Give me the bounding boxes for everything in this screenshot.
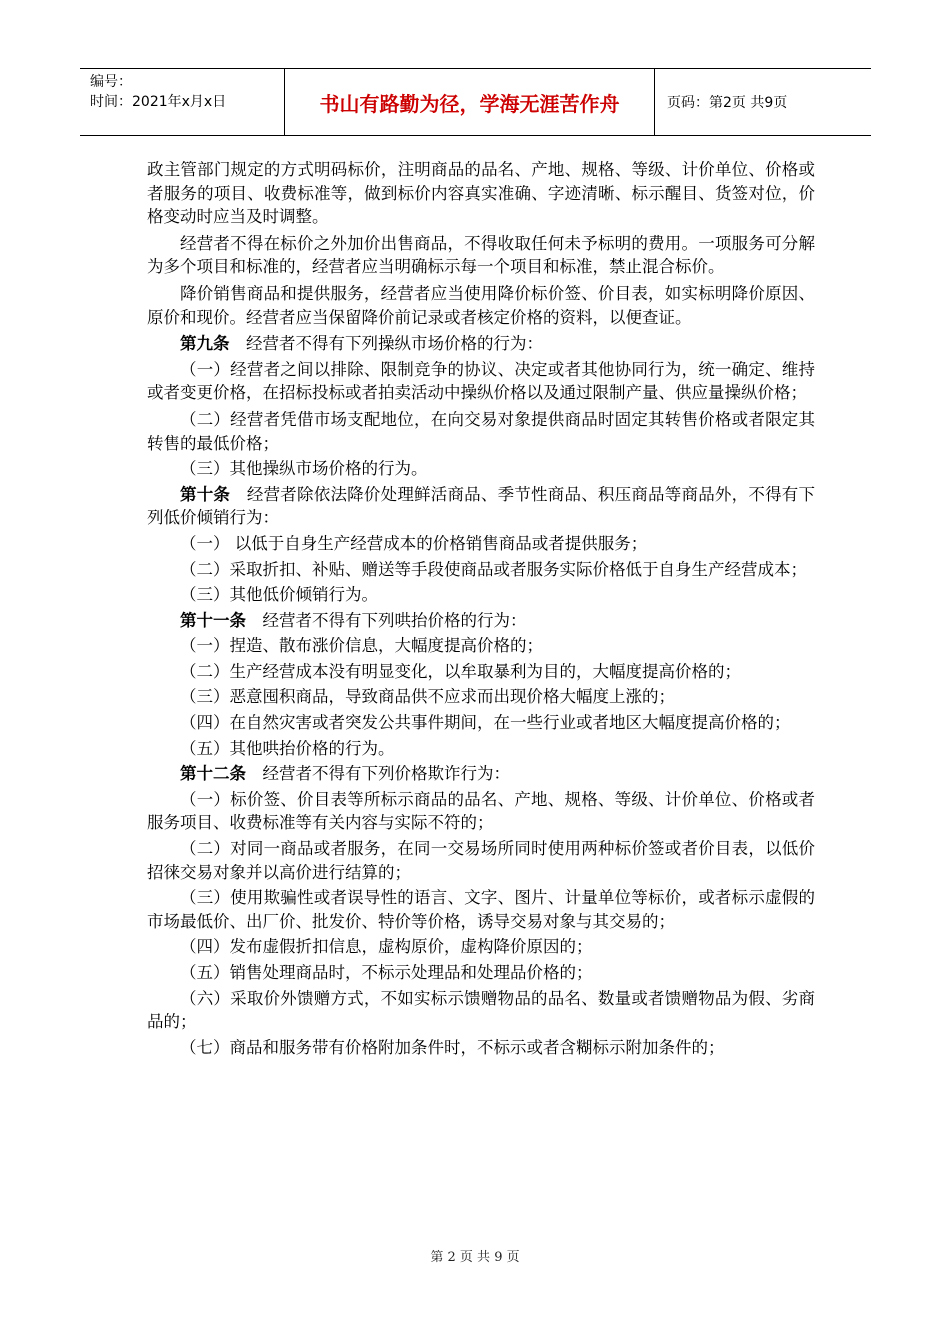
list-item: （二）生产经营成本没有明显变化，以牟取暴利为目的，大幅度提高价格的； <box>180 661 741 681</box>
list-item: （一） 以低于自身生产经营成本的价格销售商品或者提供服务； <box>180 533 648 553</box>
article-text: 经营者除依法降价处理鲜活商品、季节性商品、积压商品等商品外，不得有下列低价倾销行为： <box>147 484 816 528</box>
list-item: （六）采取价外馈赠方式，不如实标示馈赠物品的品名、数量或者馈赠物品为假、劣商品的； <box>147 988 815 1032</box>
paragraph: 政主管部门规定的方式明码标价，注明商品的品名、产地、规格、等级、计价单位、价格或者服务的项目、收费标准等，做到标价内容真实准确、字迹清晰、标示醒目、货签对位，价格变动时应当及时调整。 <box>147 160 815 227</box>
document-date-label: 时间：2021年x月x日 <box>90 94 227 110</box>
list-item: （七）商品和服务带有价格附加条件时，不标示或者含糊标示附加条件的； <box>180 1037 725 1057</box>
header-meta <box>80 69 285 135</box>
list-item: （三）使用欺骗性或者误导性的语言、文字、图片、计量单位等标价，或者标示虚假的市场最低价、出厂价、批发价、特价等价格，诱导交易对象与其交易的； <box>147 888 815 931</box>
list-item: （四）发布虚假折扣信息，虚构原价，虚构降价原因的； <box>180 937 593 957</box>
article-text: 经营者不得有下列操纵市场价格的行为： <box>229 334 543 354</box>
article-12 <box>147 762 815 786</box>
list-item: （四）在自然灾害或者突发公共事件期间，在一些行业或者地区大幅度提高价格的； <box>180 713 791 733</box>
header-motto: 书山有路勤为径，学海无涯苦作舟 <box>285 69 655 135</box>
article-title: 第十条 <box>180 484 231 504</box>
article-title: 第十二条 <box>180 764 246 784</box>
article-title: 第十一条 <box>180 610 246 630</box>
document-number-label: 编号： <box>90 74 132 90</box>
article-11 <box>147 609 815 633</box>
page-footer: 第 2 页 共 9 页 <box>430 1250 520 1265</box>
list-item: （五）其他哄抬价格的行为。 <box>180 738 395 758</box>
paragraph: 降价销售商品和提供服务，经营者应当使用降价标价签、价目表，如实标明降价原因、原价和现价。经营者应当保留降价前记录或者核定价格的资料，以便查证。 <box>147 283 815 327</box>
list-item: （一）经营者之间以排除、限制竞争的协议、决定或者其他协同行为，统一确定、维持或者变更价格，在招标投标或者拍卖活动中操纵价格以及通过限制产量、供应量操纵价格； <box>147 359 815 403</box>
list-item: （三）恶意囤积商品，导致商品供不应求而出现价格大幅度上涨的； <box>180 687 675 707</box>
list-item: （三）其他操纵市场价格的行为。 <box>180 459 428 479</box>
article-10 <box>147 483 815 530</box>
article-text: 经营者不得有下列哄抬价格的行为： <box>246 610 527 630</box>
page-header <box>80 68 871 136</box>
list-item: （二）对同一商品或者服务，在同一交易场所同时使用两种标价签或者价目表，以低价招徕交易对象并以高价进行结算的； <box>147 839 815 882</box>
article-9 <box>147 332 815 356</box>
list-item: （三）其他低价倾销行为。 <box>180 585 378 605</box>
list-item: （二）经营者凭借市场支配地位，在向交易对象提供商品时固定其转售价格或者限定其转售的最低价格； <box>147 409 815 453</box>
header-page-number: 页码：第2页 共9页 <box>667 95 788 111</box>
document-body <box>147 158 815 1059</box>
list-item: （一）标价签、价目表等所标示商品的品名、产地、规格、等级、计价单位、价格或者服务项目、收费标准等有关内容与实际不符的； <box>147 789 815 833</box>
list-item: （五）销售处理商品时，不标示处理品和处理品价格的； <box>180 963 593 982</box>
list-item: （一）捏造、散布涨价信息，大幅度提高价格的； <box>180 636 543 656</box>
list-item: （二）采取折扣、补贴、赠送等手段使商品或者服务实际价格低于自身生产经营成本； <box>180 559 807 579</box>
article-title: 第九条 <box>180 334 230 354</box>
paragraph: 经营者不得在标价之外加价出售商品，不得收取任何未予标明的费用。一项服务可分解为多个项目和标准的，经营者应当明确标示每一个项目和标准，禁止混合标价。 <box>147 233 815 277</box>
article-text: 经营者不得有下列价格欺诈行为： <box>246 764 510 784</box>
